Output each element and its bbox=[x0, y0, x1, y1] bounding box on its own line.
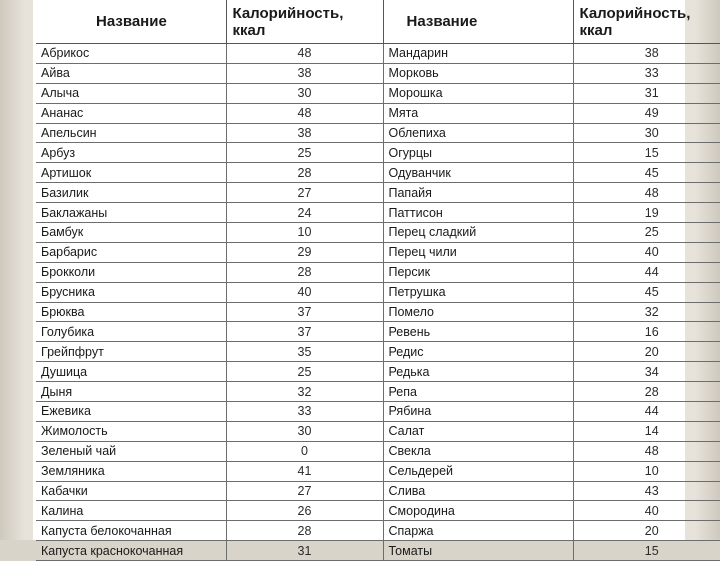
calorie-value-cell: 28 bbox=[226, 262, 383, 282]
product-name-cell: Персик bbox=[383, 262, 573, 282]
calorie-value-cell: 44 bbox=[573, 262, 720, 282]
product-name-cell: Редис bbox=[383, 342, 573, 362]
calorie-sheet bbox=[33, 0, 691, 558]
product-name-cell: Морошка bbox=[383, 83, 573, 103]
table-row bbox=[36, 302, 720, 322]
product-name-cell: Жимолость bbox=[36, 421, 226, 441]
calorie-value-cell: 48 bbox=[573, 183, 720, 203]
product-name-cell: Грейпфрут bbox=[36, 342, 226, 362]
product-name-cell: Спаржа bbox=[383, 521, 573, 541]
calorie-value-cell: 27 bbox=[226, 183, 383, 203]
table-row bbox=[36, 203, 720, 223]
table-row bbox=[36, 183, 720, 203]
calorie-value-cell: 28 bbox=[573, 382, 720, 402]
calorie-value-cell: 35 bbox=[226, 342, 383, 362]
table-row bbox=[36, 362, 720, 382]
product-name-cell: Петрушка bbox=[383, 282, 573, 302]
header-name-right: Название bbox=[383, 0, 573, 44]
product-name-cell: Смородина bbox=[383, 501, 573, 521]
product-name-cell: Помело bbox=[383, 302, 573, 322]
calorie-value-cell: 38 bbox=[226, 123, 383, 143]
table-row bbox=[36, 382, 720, 402]
calorie-value-cell: 19 bbox=[573, 203, 720, 223]
product-name-cell: Морковь bbox=[383, 63, 573, 83]
calorie-value-cell: 20 bbox=[573, 521, 720, 541]
product-name-cell: Ежевика bbox=[36, 402, 226, 422]
product-name-cell: Барбарис bbox=[36, 242, 226, 262]
calorie-value-cell: 28 bbox=[226, 521, 383, 541]
calorie-value-cell: 25 bbox=[573, 223, 720, 243]
product-name-cell: Ревень bbox=[383, 322, 573, 342]
table-row bbox=[36, 441, 720, 461]
header-calories-right: Калорийность, ккал bbox=[579, 4, 691, 39]
calorie-value-cell: 0 bbox=[226, 441, 383, 461]
product-name-cell: Абрикос bbox=[36, 44, 226, 64]
product-name-cell: Земляника bbox=[36, 461, 226, 481]
calorie-value-cell: 10 bbox=[573, 461, 720, 481]
table-row bbox=[36, 223, 720, 243]
calorie-value-cell: 40 bbox=[573, 501, 720, 521]
table-row bbox=[36, 501, 720, 521]
calorie-value-cell: 38 bbox=[226, 63, 383, 83]
product-name-cell: Свекла bbox=[383, 441, 573, 461]
table-row bbox=[36, 262, 720, 282]
table-row bbox=[36, 83, 720, 103]
product-name-cell: Огурцы bbox=[383, 143, 573, 163]
product-name-cell: Душица bbox=[36, 362, 226, 382]
product-name-cell: Мята bbox=[383, 103, 573, 123]
calorie-value-cell: 45 bbox=[573, 163, 720, 183]
calorie-value-cell: 29 bbox=[226, 242, 383, 262]
product-name-cell: Капуста белокочанная bbox=[36, 521, 226, 541]
product-name-cell: Мандарин bbox=[383, 44, 573, 64]
calorie-value-cell: 27 bbox=[226, 481, 383, 501]
calorie-value-cell: 38 bbox=[573, 44, 720, 64]
calorie-value-cell: 40 bbox=[226, 282, 383, 302]
product-name-cell: Перец сладкий bbox=[383, 223, 573, 243]
calorie-value-cell: 31 bbox=[573, 83, 720, 103]
product-name-cell: Томаты bbox=[383, 541, 573, 561]
calorie-value-cell: 43 bbox=[573, 481, 720, 501]
product-name-cell: Брокколи bbox=[36, 262, 226, 282]
product-name-cell: Базилик bbox=[36, 183, 226, 203]
calorie-value-cell: 25 bbox=[226, 362, 383, 382]
table-row bbox=[36, 461, 720, 481]
table-row bbox=[36, 541, 720, 561]
header-row bbox=[36, 0, 720, 44]
calorie-value-cell: 33 bbox=[573, 63, 720, 83]
calorie-value-cell: 48 bbox=[573, 441, 720, 461]
table-row bbox=[36, 242, 720, 262]
calorie-value-cell: 32 bbox=[226, 382, 383, 402]
calorie-value-cell: 40 bbox=[573, 242, 720, 262]
calorie-value-cell: 37 bbox=[226, 322, 383, 342]
product-name-cell: Перец чили bbox=[383, 242, 573, 262]
calorie-value-cell: 33 bbox=[226, 402, 383, 422]
table-row bbox=[36, 322, 720, 342]
calorie-value-cell: 10 bbox=[226, 223, 383, 243]
header-name-left: Название bbox=[36, 0, 226, 44]
product-name-cell: Брусника bbox=[36, 282, 226, 302]
calorie-value-cell: 41 bbox=[226, 461, 383, 481]
calorie-value-cell: 15 bbox=[573, 143, 720, 163]
calorie-value-cell: 37 bbox=[226, 302, 383, 322]
calorie-value-cell: 24 bbox=[226, 203, 383, 223]
table-row bbox=[36, 402, 720, 422]
table-row bbox=[36, 63, 720, 83]
product-name-cell: Айва bbox=[36, 63, 226, 83]
calorie-value-cell: 48 bbox=[226, 44, 383, 64]
table-row bbox=[36, 421, 720, 441]
product-name-cell: Папайя bbox=[383, 183, 573, 203]
product-name-cell: Алыча bbox=[36, 83, 226, 103]
calorie-value-cell: 32 bbox=[573, 302, 720, 322]
calorie-value-cell: 48 bbox=[226, 103, 383, 123]
product-name-cell: Облепиха bbox=[383, 123, 573, 143]
product-name-cell: Дыня bbox=[36, 382, 226, 402]
calorie-value-cell: 28 bbox=[226, 163, 383, 183]
product-name-cell: Сельдерей bbox=[383, 461, 573, 481]
header-calories-left: Калорийность, ккал bbox=[226, 0, 383, 44]
table-row bbox=[36, 123, 720, 143]
product-name-cell: Слива bbox=[383, 481, 573, 501]
calorie-value-cell: 30 bbox=[573, 123, 720, 143]
product-name-cell: Ананас bbox=[36, 103, 226, 123]
table-row bbox=[36, 521, 720, 541]
table-row bbox=[36, 342, 720, 362]
calorie-value-cell: 30 bbox=[226, 421, 383, 441]
product-name-cell: Капуста краснокочанная bbox=[36, 541, 226, 561]
calorie-table bbox=[36, 0, 720, 561]
table-row bbox=[36, 44, 720, 64]
product-name-cell: Апельсин bbox=[36, 123, 226, 143]
table-row bbox=[36, 163, 720, 183]
product-name-cell: Салат bbox=[383, 421, 573, 441]
calorie-value-cell: 34 bbox=[573, 362, 720, 382]
calorie-value-cell: 49 bbox=[573, 103, 720, 123]
product-name-cell: Арбуз bbox=[36, 143, 226, 163]
product-name-cell: Калина bbox=[36, 501, 226, 521]
calorie-value-cell: 14 bbox=[573, 421, 720, 441]
product-name-cell: Артишок bbox=[36, 163, 226, 183]
product-name-cell: Рябина bbox=[383, 402, 573, 422]
calorie-value-cell: 26 bbox=[226, 501, 383, 521]
table-row bbox=[36, 103, 720, 123]
product-name-cell: Брюква bbox=[36, 302, 226, 322]
table-row bbox=[36, 481, 720, 501]
table-row bbox=[36, 282, 720, 302]
calorie-value-cell: 20 bbox=[573, 342, 720, 362]
table-row bbox=[36, 143, 720, 163]
product-name-cell: Репа bbox=[383, 382, 573, 402]
product-name-cell: Голубика bbox=[36, 322, 226, 342]
product-name-cell: Баклажаны bbox=[36, 203, 226, 223]
product-name-cell: Одуванчик bbox=[383, 163, 573, 183]
calorie-value-cell: 15 bbox=[573, 541, 720, 561]
calorie-value-cell: 45 bbox=[573, 282, 720, 302]
calorie-value-cell: 25 bbox=[226, 143, 383, 163]
calorie-value-cell: 16 bbox=[573, 322, 720, 342]
product-name-cell: Паттисон bbox=[383, 203, 573, 223]
product-name-cell: Зеленый чай bbox=[36, 441, 226, 461]
calorie-value-cell: 31 bbox=[226, 541, 383, 561]
calorie-value-cell: 30 bbox=[226, 83, 383, 103]
calorie-value-cell: 44 bbox=[573, 402, 720, 422]
product-name-cell: Бамбук bbox=[36, 223, 226, 243]
product-name-cell: Редька bbox=[383, 362, 573, 382]
product-name-cell: Кабачки bbox=[36, 481, 226, 501]
